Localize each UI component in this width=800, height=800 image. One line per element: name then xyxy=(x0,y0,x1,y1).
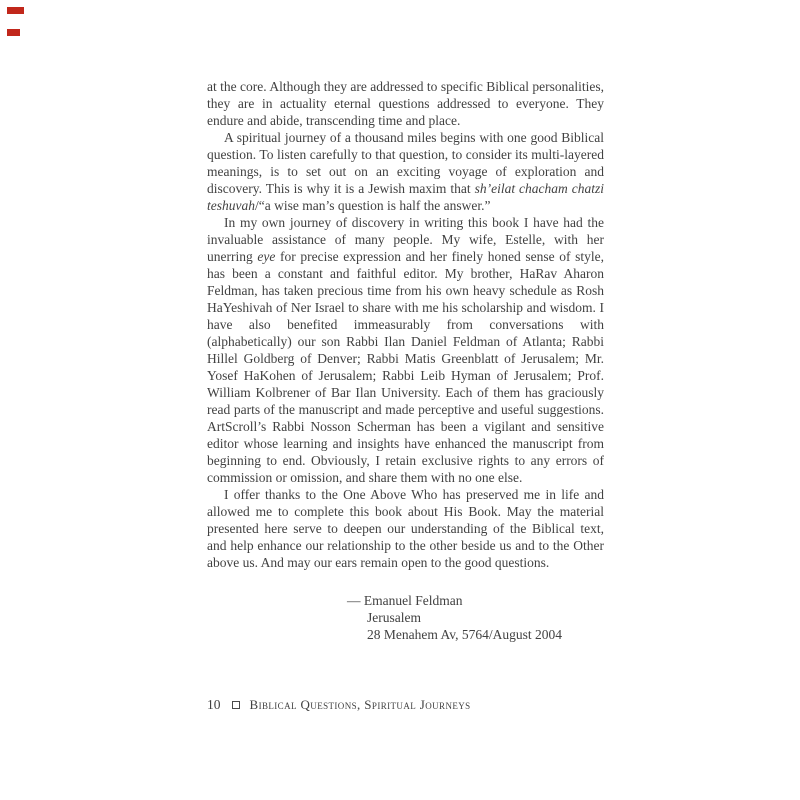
signature-name-line: — Emanuel Feldman xyxy=(347,593,463,608)
body-paragraphs xyxy=(207,78,604,571)
signature-date: 28 Menahem Av, 5764/August 2004 xyxy=(367,627,562,642)
running-title: Biblical Questions, Spiritual Journeys xyxy=(249,697,471,712)
corner-mark xyxy=(7,7,24,14)
paragraph: In my own journey of discovery in writing this book I have had the invaluable assistance of many people. My wife, Estelle, with her unerring eye for precise expression and her finely honed sense of style, has been a constant and faithful editor. My brother, HaRav Aharon Feldman, has taken precious time from his own heavy schedule as Rosh HaYeshivah of Ner Israel to share with me his scholarship and wisdom. I have also benefited immeasurably from conversations with (alphabetically) our son Rabbi Ilan Daniel Feldman of Atlanta; Rabbi Hillel Goldberg of Denver; Rabbi Matis Greenblatt of Jerusalem; Mr. Yosef HaKohen of Jerusalem; Rabbi Leib Hyman of Jerusalem; Prof. William Kolbrener of Bar Ilan University. Each of them has graciously read parts of the manuscript and made perceptive and useful suggestions. ArtScroll’s Rabbi Nosson Scherman has been a vigilant and sensitive editor whose learning and insights have enhanced the manuscript from beginning to end. Obviously, I retain exclusive rights to any errors of commission or omission, and share them with no one else. xyxy=(207,215,604,485)
paragraph: I offer thanks to the One Above Who has preserved me in life and allowed me to complete this book about His Book. May the material presented here serve to deepen our understanding of the Biblical text, and help enhance our relationship to the other beside us and to the Other above us. And may our ears remain open to the good questions. xyxy=(207,487,604,570)
paragraph: at the core. Although they are addressed to specific Biblical personalities, they are in actuality eternal questions addressed to everyone. They endure and abide, transcending time and place. xyxy=(207,79,604,128)
signature-block xyxy=(207,592,604,643)
page-number: 10 xyxy=(207,697,221,712)
page-footer xyxy=(207,697,471,712)
square-ornament-icon xyxy=(232,701,240,709)
body-text xyxy=(207,78,604,643)
corner-mark xyxy=(7,29,20,36)
paragraph: A spiritual journey of a thousand miles begins with one good Biblical question. To listen carefully to that question, to consider its multi-layered meanings, is to set out on an exciting voyage of exploration and discovery. This is why it is a Jewish maxim that sh’eilat chacham chatzi teshuvah/“a wise man’s question is half the answer.” xyxy=(207,130,604,213)
signature-place: Jerusalem xyxy=(367,610,421,625)
